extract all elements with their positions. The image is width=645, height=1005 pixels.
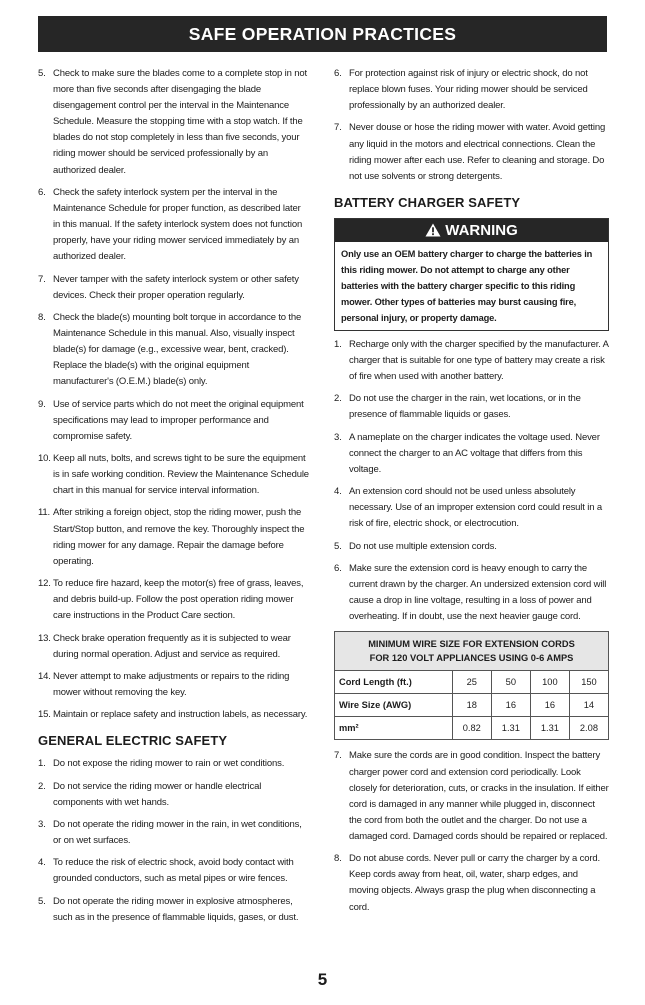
list-item [334,748,609,845]
item-text: Never attempt to make adjustments or repairs to the riding mower without removing the key. [53,670,290,698]
item-number: 11. [38,507,51,519]
item-number: 12. [38,578,51,590]
list-item [38,779,310,811]
item-text: Never tamper with the safety interlock system or other safety devices. Check their proper operation regularly. [53,273,299,301]
general-electric-safety-list [38,756,310,926]
item-number: 2. [334,393,342,405]
item-text: Keep all nuts, bolts, and screws tight to be sure the equipment is in safe working condition. Review the Maintenance Schedule chart in this manual for service interval information. [53,453,309,497]
item-number: 7. [334,750,342,762]
right-column [334,66,609,922]
item-text: Never douse or hose the riding mower with water. Avoid getting any liquid in the motors and electrical connections. Clean the riding mower after each use. Refer to cleaning and storage. Do not use solvents or strong detergents. [349,122,606,182]
list-item [334,430,609,478]
list-item [334,851,609,915]
item-text: Make sure the cords are in good condition. Inspect the battery charger power cord and extension cord periodically. Look closely for deterioration, cuts, or cracks in the insulation. If either cord is damaged in any manner while plugged in, disconnect the cord from both the outlet and the charger. Do not use a damaged cord. Damaged cords should be repaired or replaced. [349,750,609,842]
item-text: Recharge only with the charger specified by the manufacturer. A charger that is suitable for one type of battery may create a risk of fire when used with another battery. [349,338,609,383]
warning-text: Only use an OEM battery charger to charge the batteries in this riding mower. Do not attempt to charge any other batteries with the battery charger specific to this riding mower. Other types of batteries may burst causing fire, personal injury, or property damage. [341,248,593,323]
item-text: Do not operate the riding mower in explosive atmospheres, such as in the presence of flammable liquids, gases, or dust. [53,895,299,923]
list-item [38,66,310,179]
item-number: 3. [334,431,342,443]
table-cell: 18 [452,694,491,717]
item-text: Do not abuse cords. Never pull or carry the charger by a cord. Keep cords away from heat, oil, water, sharp edges, and moving objects. Always grasp the plug when disconnecting a cord. [349,853,601,913]
warning-triangle-icon [425,223,441,237]
table-cell: 16 [530,694,569,717]
table-header-line2: FOR 120 VOLT APPLIANCES USING 0-6 AMPS [369,653,574,664]
list-item [38,707,310,723]
warning-header [335,219,608,242]
row-label: Cord Length (ft.) [335,671,453,694]
item-text: Do not expose the riding mower to rain or wet conditions. [53,758,285,770]
warning-box [334,218,609,331]
battery-charger-safety-heading: BATTERY CHARGER SAFETY [334,194,521,210]
item-text: An extension cord should not be used unless absolutely necessary. Use of an improper extension cord could result in a risk of fire, electric shock, or electrocution. [349,486,602,530]
item-text: Maintain or replace safety and instruction labels, as necessary. [53,709,308,721]
table-row [335,694,609,717]
item-number: 9. [38,398,46,410]
item-text: After striking a foreign object, stop the riding mower, push the Start/Stop button, and remove the key. Thoroughly inspect the riding mower for any damage. Repair the damage before operating. [53,507,305,567]
item-number: 14. [38,670,51,682]
item-text: Check the blade(s) mounting bolt torque in accordance to the Maintenance Schedule in this manual. Also, visually inspect blade(s) for damage (e.g., excessive wear, bent, cracked). Replace the blade(s) with the original equipment manufacturer's (O.E.M.) blade(s) only. [53,311,302,388]
item-number: 5. [38,895,46,907]
table-row [335,671,609,694]
list-item [334,120,609,184]
item-text: Use of service parts which do not meet the original equipment specifications may lead to improper performance and compromise safety. [53,398,304,442]
list-item [334,539,609,555]
list-item [334,484,609,532]
item-text: Make sure the extension cord is heavy enough to carry the current drawn by the charger. An undersized extension cord will cause a drop in line voltage, resulting in a loss of power and overheating. If in doubt, use the next heavier gauge cord. [349,562,607,623]
item-number: 6. [334,68,342,79]
item-number: 5. [38,68,46,79]
item-text: Do not service the riding mower or handle electrical components with wet hands. [53,780,262,808]
item-number: 6. [334,562,342,574]
list-item [334,66,609,114]
list-item [38,631,310,663]
table-cell: 2.08 [569,717,608,740]
item-number: 1. [334,338,342,350]
list-item [38,894,310,926]
table-row [335,717,609,740]
list-item [38,185,310,265]
item-text: Do not operate the riding mower in the rain, in wet conditions, or on wet surfaces. [53,819,302,847]
item-number: 2. [38,780,46,792]
item-text: Check the safety interlock system per the interval in the Maintenance Schedule for proper function, as described later in this manual. If the safety interlock system does not function properly, have your riding mower serviced immediately by an authorized dealer. [53,186,303,263]
list-item [334,561,609,625]
list-item [334,337,609,385]
table-cell: 1.31 [530,717,569,740]
list-item [334,391,609,423]
row-label: Wire Size (AWG) [335,694,453,717]
table-header-line1: MINIMUM WIRE SIZE FOR EXTENSION CORDS [368,639,575,650]
table-cell: 100 [530,671,569,694]
list-item [38,505,310,569]
item-text: To reduce fire hazard, keep the motor(s) free of grass, leaves, and debris build-up. Follow the post operation riding mower care instructions in the Product Care section. [53,578,304,622]
list-item [38,272,310,304]
item-number: 5. [334,540,342,552]
item-text: Check brake operation frequently as it is subjected to wear during normal operation. Adjust and service as required. [53,632,291,660]
table-cell: 150 [569,671,608,694]
wire-size-table [334,631,609,740]
item-number: 1. [38,758,46,770]
item-text: To reduce the risk of electric shock, avoid body contact with grounded conductors, such as metal pipes or wire fences. [53,857,294,885]
item-number: 15. [38,709,51,721]
list-item [38,817,310,849]
item-number: 13. [38,632,51,644]
item-text: Do not use the charger in the rain, wet locations, or in the presence of flammable liquids or gases. [349,393,581,421]
row-label: mm² [335,717,453,740]
item-number: 10. [38,453,51,464]
page-number: 5 [317,970,328,989]
table-cell: 50 [491,671,530,694]
left-column [38,66,310,932]
item-number: 4. [38,857,46,869]
item-text: A nameplate on the charger indicates the voltage used. Never connect the charger to an AC voltage that differs from this voltage. [349,431,600,475]
item-number: 7. [334,122,342,134]
table-cell: 1.31 [491,717,530,740]
item-number: 7. [38,273,46,285]
item-text: Check to make sure the blades come to a complete stop in not more than five seconds after disengaging the blade disengagement control per the interval in the Maintenance Schedule. Measure the stopping time with a stop watch. If the blades do not stop completely in less than five seconds, your riding mower should be serviced professionally by an authorized dealer. [53,68,307,176]
item-number: 3. [38,819,46,830]
item-text: For protection against risk of injury or electric shock, do not replace blown fuses. Your riding mower should be serviced professionally by an authorized dealer. [349,68,588,112]
page-title-banner: SAFE OPERATION PRACTICES [38,16,607,52]
battery-charger-safety-list [334,337,609,625]
list-item [38,397,310,445]
safety-practices-list [38,66,310,723]
table-header [335,632,609,671]
list-item [38,576,310,624]
item-number: 8. [334,853,342,865]
list-item [38,310,310,390]
table-cell: 0.82 [452,717,491,740]
table-header-row [335,632,609,671]
battery-charger-safety-list-continued [334,748,609,915]
item-number: 4. [334,486,342,498]
warning-label: WARNING [445,221,518,239]
electric-safety-continued-list [334,66,609,185]
table-cell: 25 [452,671,491,694]
item-number: 8. [38,311,46,323]
item-number: 6. [38,186,46,198]
list-item [38,855,310,887]
general-electric-safety-heading: GENERAL ELECTRIC SAFETY [38,733,228,749]
list-item [38,451,310,499]
table-cell: 16 [491,694,530,717]
item-text: Do not use multiple extension cords. [349,540,497,552]
list-item [38,756,310,772]
table-cell: 14 [569,694,608,717]
list-item [38,669,310,701]
